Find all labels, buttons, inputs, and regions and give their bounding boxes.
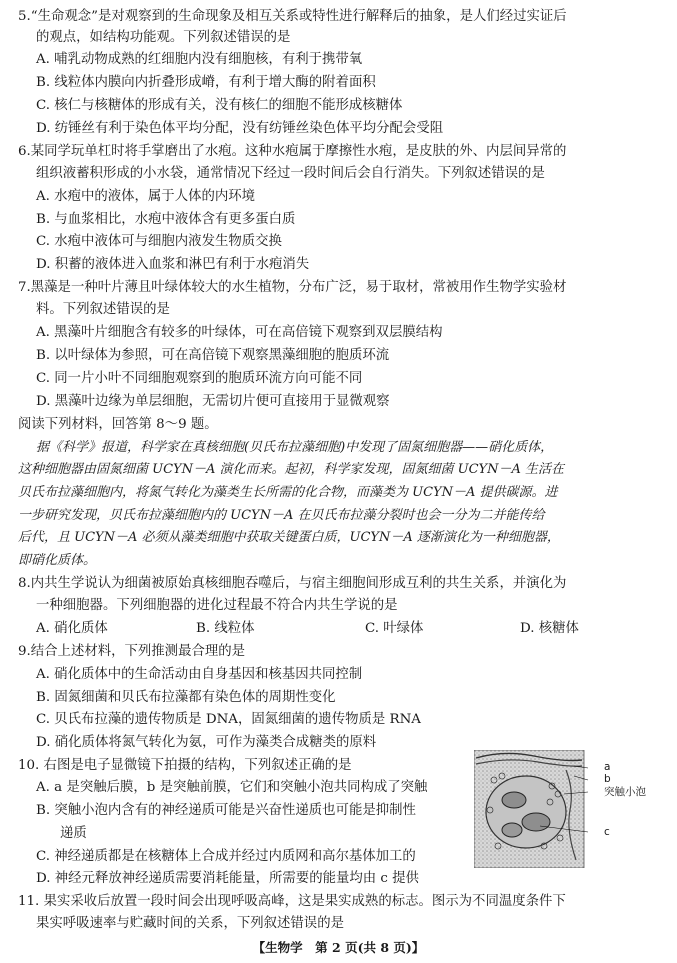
reading-intro: 阅读下列材料，回答第 8～9 题。	[18, 417, 218, 432]
figure-label-a: a	[604, 761, 611, 773]
q10-option-a: A. a 是突触后膜，b 是突触前膜，它们和突触小泡共同构成了突触	[36, 780, 428, 795]
q7-option-d: D. 黑藻叶边缘为单层细胞，无需切片便可直接用于显微观察	[36, 394, 390, 409]
q7-stem-line-2: 料。下列叙述错误的是	[36, 302, 170, 317]
q5-option-b: B. 线粒体内膜向内折叠形成嵴，有利于增大酶的附着面积	[36, 75, 376, 90]
q8-option-d: D. 核糖体	[520, 621, 579, 636]
q9-option-c: C. 贝氏布拉藻的遗传物质是 DNA，固氮细菌的遗传物质是 RNA	[36, 712, 421, 727]
q8-option-c: C. 叶绿体	[365, 621, 424, 636]
q5-stem-line-2: 的观点，如结构功能观。下列叙述错误的是	[36, 30, 291, 45]
q6-option-c: C. 水疱中液体可与细胞内液发生物质交换	[36, 234, 282, 249]
q8-stem-line-2: 一种细胞器。下列细胞器的进化过程最不符合内共生学说的是	[36, 598, 398, 613]
q5-option-d: D. 纺锤丝有利于染色体平均分配，没有纺锤丝染色体平均分配会受阻	[36, 121, 444, 136]
q9-option-d: D. 硝化质体将氮气转化为氨，可作为藻类合成糖类的原料	[36, 735, 377, 750]
figure-label-synaptic-vesicle: 突触小泡	[604, 786, 646, 798]
q8-stem-line-1: 8.内共生学说认为细菌被原始真核细胞吞噬后，与宿主细胞间形成互利的共生关系，并演化为	[18, 576, 567, 591]
q5-option-c: C. 核仁与核糖体的形成有关，没有核仁的细胞不能形成核糖体	[36, 98, 403, 113]
passage-line-3: 贝氏布拉藻细胞内，将氮气转化为藻类生长所需的化合物，而藻类为 UCYN－A 提供碳源。进	[18, 485, 558, 500]
passage-line-1: 据《科学》报道，科学家在真核细胞(贝氏布拉藻细胞)中发现了固氮细胞器——硝化质体，	[36, 440, 554, 455]
q7-option-c: C. 同一片小叶不同细胞观察到的胞质环流方向可能不同	[36, 371, 363, 386]
q8-option-b: B. 线粒体	[196, 621, 255, 636]
q10-stem: 10. 右图是电子显微镜下拍摄的结构，下列叙述正确的是	[18, 758, 352, 773]
passage-line-4: 一步研究发现，贝氏布拉藻细胞内的 UCYN－A 在贝氏布拉藻分裂时也会一分为二并能传给	[18, 508, 545, 523]
passage-line-2: 这种细胞器由固氮细菌 UCYN－A 演化而来。起初，科学家发现，固氮细菌 UCYN－A 生活在	[18, 462, 565, 477]
q11-stem-line-1: 11. 果实采收后放置一段时间会出现呼吸高峰，这是果实成熟的标志。图示为不同温度条件下	[18, 894, 566, 909]
q6-stem-line-1: 6.某同学玩单杠时将手掌磨出了水疱。这种水疱属于摩擦性水疱，是皮肤的外、内层间异常的	[18, 144, 567, 159]
figure-label-b: b	[604, 773, 611, 785]
q8-option-a: A. 硝化质体	[36, 621, 108, 636]
q6-option-d: D. 积蓄的液体进入血浆和淋巴有利于水疱消失	[36, 257, 310, 272]
q9-stem: 9.结合上述材料，下列推测最合理的是	[18, 644, 246, 659]
q11-stem-line-2: 果实呼吸速率与贮藏时间的关系，下列叙述错误的是	[36, 916, 344, 931]
q10-option-b: B. 突触小泡内含有的神经递质可能是兴奋性递质也可能是抑制性	[36, 803, 416, 818]
q6-stem-line-2: 组织液蓄积形成的小水袋，通常情况下经过一段时间后会自行消失。下列叙述错误的是	[36, 166, 545, 181]
page-footer: 【生物学 第 2 页(共 8 页)】	[252, 940, 425, 955]
passage-line-5: 后代，且 UCYN－A 必须从藻类细胞中获取关键蛋白质，UCYN－A 逐渐演化为一种细胞器，	[18, 530, 560, 545]
q7-option-b: B. 以叶绿体为参照，可在高倍镜下观察黑藻细胞的胞质环流	[36, 348, 390, 363]
passage-line-6: 即硝化质体。	[18, 553, 97, 568]
figure-label-c: c	[604, 826, 610, 838]
q5-option-a: A. 哺乳动物成熟的红细胞内没有细胞核，有利于携带氧	[36, 52, 363, 67]
q6-option-b: B. 与血浆相比，水疱中液体含有更多蛋白质	[36, 212, 296, 227]
q10-option-d: D. 神经元释放神经递质需要消耗能量，所需要的能量均由 c 提供	[36, 871, 419, 886]
q9-option-b: B. 固氮细菌和贝氏布拉藻都有染色体的周期性变化	[36, 690, 336, 705]
q10-option-b-cont: 递质	[60, 826, 87, 841]
q7-option-a: A. 黑藻叶片细胞含有较多的叶绿体，可在高倍镜下观察到双层膜结构	[36, 325, 443, 340]
q5-stem-line-1: 5.“生命观念”是对观察到的生命现象及相互关系或特性进行解释后的抽象，是人们经过实证后	[18, 9, 567, 24]
q6-option-a: A. 水疱中的液体，属于人体的内环境	[36, 189, 256, 204]
synapse-micrograph	[474, 750, 600, 868]
q7-stem-line-1: 7.黑藻是一种叶片薄且叶绿体较大的水生植物，分布广泛，易于取材，常被用作生物学实验材	[18, 280, 567, 295]
q10-option-c: C. 神经递质都是在核糖体上合成并经过内质网和高尔基体加工的	[36, 849, 416, 864]
q9-option-a: A. 硝化质体中的生命活动由自身基因和核基因共同控制	[36, 667, 363, 682]
